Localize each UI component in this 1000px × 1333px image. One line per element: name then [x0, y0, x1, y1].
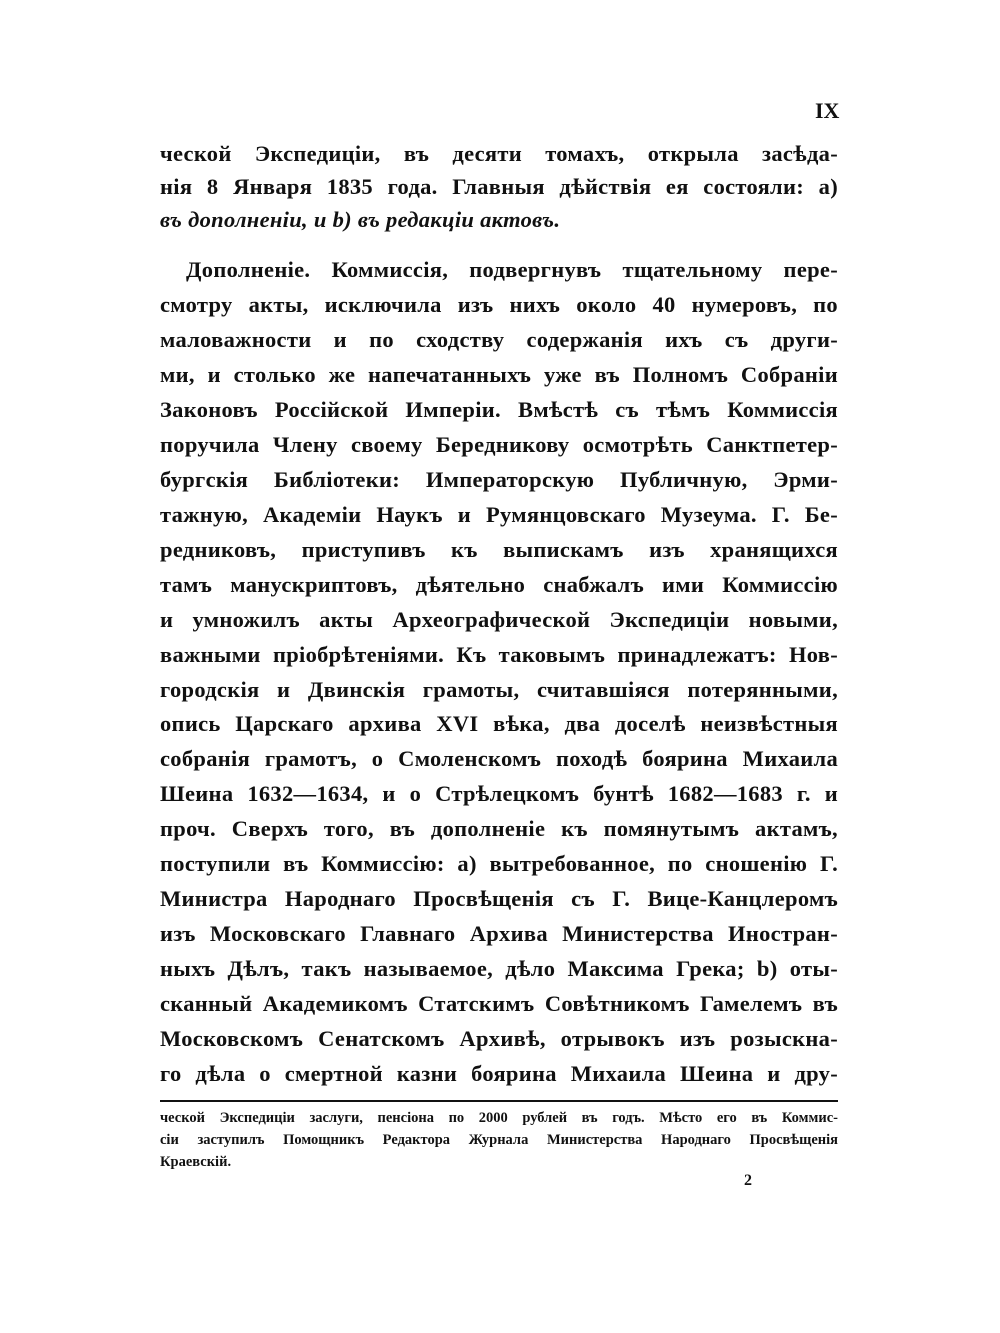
footnote-divider	[160, 1100, 838, 1102]
text-line: поручила Члену своему Бередникову осмотрѣть Санктпетер-	[160, 432, 838, 457]
text-line: тамъ манускриптовъ, дѣятельно снабжалъ ими Коммиссію	[160, 572, 838, 597]
text-line: ми, и столько же напечатанныхъ уже въ Полномъ Собраніи	[160, 362, 838, 387]
text-line: маловажности и по сходству содержанія ихъ съ други-	[160, 327, 838, 352]
text-line: сканный Академикомъ Статскимъ Совѣтникомъ Гамелемъ въ	[160, 991, 838, 1016]
text-line: го дѣла о смертной казни боярина Михаила Шеина и дру-	[160, 1061, 838, 1086]
text-line: изъ Московскаго Главнаго Архива Министерства Иностран-	[160, 921, 838, 946]
text-line: опись Царскаго архива XVI вѣка, два доселѣ неизвѣстныя	[160, 711, 838, 736]
text-line: бургскія Библіотеки: Императорскую Публичную, Эрми-	[160, 467, 838, 492]
text-line: въ дополненіи, и b) въ редакціи актовъ.	[160, 207, 561, 232]
text-line: Московскомъ Сенатскомъ Архивѣ, отрывокъ изъ розыскна-	[160, 1026, 838, 1051]
text-line: Министра Народнаго Просвѣщенія съ Г. Вице-Канцлеромъ	[160, 886, 838, 911]
text-line: тажную, Академіи Наукъ и Румянцовскаго Музеума. Г. Бе-	[160, 502, 838, 527]
text-line: собранія грамотъ, о Смоленскомъ походѣ боярина Михаила	[160, 746, 838, 771]
text-line: городскія и Двинскія грамоты, считавшіяся потерянными,	[160, 677, 838, 702]
text-line: Дополненіе. Коммиссія, подвергнувъ тщательному пере-	[186, 257, 838, 282]
text-line: ческой Экспедиціи, въ десяти томахъ, открыла засѣда-	[160, 141, 838, 166]
signature-mark: 2	[744, 1172, 752, 1189]
footnote-line: ческой Экспедиціи заслуги, пенсіона по 2000 рублей въ годъ. Мѣсто его въ Коммис-	[160, 1110, 838, 1126]
text-line: смотру акты, исключила изъ нихъ около 40 нумеровъ, по	[160, 292, 838, 317]
text-line: нія 8 Января 1835 года. Главныя дѣйствія ея состояли: а)	[160, 174, 838, 199]
text-line: проч. Сверхъ того, въ дополненіе къ помянутымъ актамъ,	[160, 816, 838, 841]
text-line: ныхъ Дѣлъ, такъ называемое, дѣло Максима Грека; b) оты-	[160, 956, 838, 981]
footnote-line: сіи заступилъ Помощникъ Редактора Журнала Министерства Народнаго Просвѣщенія	[160, 1132, 838, 1148]
text-line: редниковъ, приступивъ къ выпискамъ изъ хранящихся	[160, 537, 838, 562]
text-line: поступили въ Коммиссію: а) вытребованное, по сношенію Г.	[160, 851, 838, 876]
footnote-line: Краевскій.	[160, 1154, 232, 1170]
page-number: IX	[815, 98, 840, 123]
text-line: важными пріобрѣтеніями. Къ таковымъ принадлежатъ: Нов-	[160, 642, 838, 667]
text-line: Шеина 1632—1634, и о Стрѣлецкомъ бунтѣ 1682—1683 г. и	[160, 781, 838, 806]
text-line: Законовъ Россійской Имперіи. Вмѣстѣ съ тѣмъ Коммиссія	[160, 397, 838, 422]
text-line: и умножилъ акты Археографической Экспедиціи новыми,	[160, 607, 838, 632]
